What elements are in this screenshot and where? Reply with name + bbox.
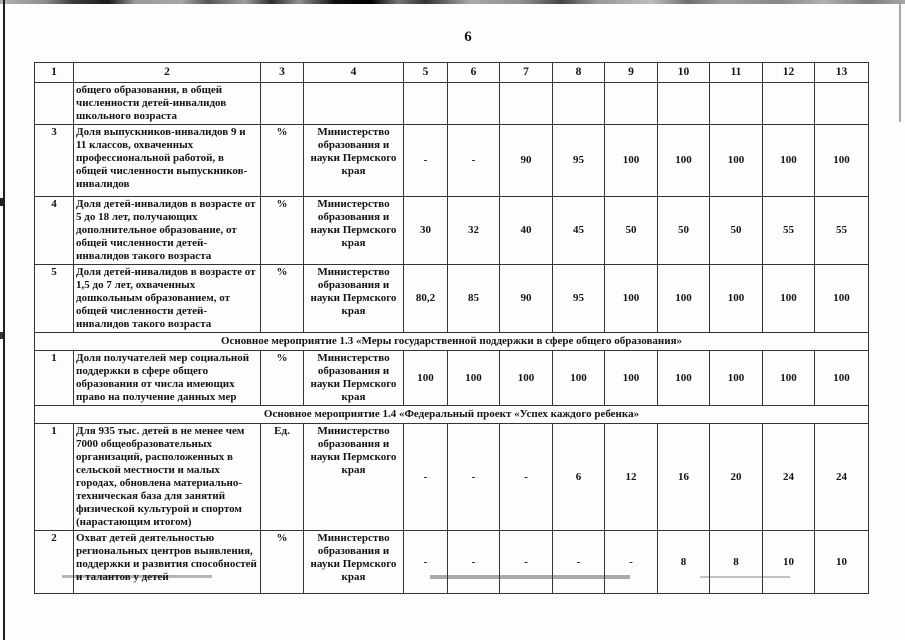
unit-cell: Ед. [261,424,304,531]
table-header-row [35,63,869,83]
value-cell: 8 [658,531,710,594]
unit-cell: % [261,125,304,197]
value-cell: - [553,531,605,594]
table-row [35,351,869,406]
value-cell [710,83,763,125]
indicator-name-cell: Доля получателей мер социальной поддержки в сфере общего образования от числа имеющих право на получение данных мер [74,351,261,406]
ministry-cell [304,83,404,125]
ministry-cell: Министерство образования и науки Пермского края [304,125,404,197]
column-number-header: 9 [605,63,658,83]
section-title: Основное мероприятие 1.3 «Меры государственной поддержки в сфере общего образования» [35,333,869,351]
value-cell: 90 [500,265,553,333]
value-cell: 24 [763,424,815,531]
value-cell: 32 [448,197,500,265]
indicator-name-cell: общего образования, в общей численности детей-инвалидов школьного возраста [74,83,261,125]
indicators-table [34,62,869,594]
row-number-cell [35,83,74,125]
value-cell: 100 [605,125,658,197]
value-cell [500,83,553,125]
table-row [35,197,869,265]
value-cell: 80,2 [404,265,448,333]
row-number-cell: 5 [35,265,74,333]
indicator-name-cell: Доля детей-инвалидов в возрасте от 5 до 18 лет, получающих дополнительное образование, от общей численности детей-инвалидов такого возраста [74,197,261,265]
row-number-cell: 1 [35,424,74,531]
value-cell: 100 [710,125,763,197]
ministry-cell: Министерство образования и науки Пермского края [304,531,404,594]
value-cell: 12 [605,424,658,531]
value-cell: 95 [553,125,605,197]
value-cell: 50 [710,197,763,265]
value-cell: - [605,531,658,594]
value-cell [404,83,448,125]
ministry-cell: Министерство образования и науки Пермского края [304,424,404,531]
value-cell: 10 [815,531,869,594]
scan-artifact-top-edge [0,0,905,4]
value-cell [605,83,658,125]
value-cell: - [404,531,448,594]
table-row [35,265,869,333]
table-row [35,531,869,594]
column-number-header: 5 [404,63,448,83]
indicator-name-cell: Для 935 тыс. детей в не менее чем 7000 общеобразовательных организаций, расположенных в сельской местности и малых городах, обновлена материально-техническая база для занятий физической культурой и спортом (нарастающим итогом) [74,424,261,531]
indicator-name-cell: Доля детей-инвалидов в возрасте от 1,5 до 7 лет, охваченных дошкольным образованием, от общей численности детей-инвалидов такого возраста [74,265,261,333]
column-number-header: 11 [710,63,763,83]
section-header-row [35,406,869,424]
table-row-continuation [35,83,869,125]
indicator-name-cell: Охват детей деятельностью региональных центров выявления, поддержки и развития способностей и талантов у детей [74,531,261,594]
value-cell: 10 [763,531,815,594]
ministry-cell: Министерство образования и науки Пермского края [304,351,404,406]
value-cell: 20 [710,424,763,531]
unit-cell: % [261,351,304,406]
column-number-header: 8 [553,63,605,83]
value-cell: 50 [658,197,710,265]
value-cell: 100 [500,351,553,406]
value-cell: 100 [815,265,869,333]
value-cell: 45 [553,197,605,265]
value-cell [763,83,815,125]
value-cell: 100 [658,351,710,406]
column-number-header: 12 [763,63,815,83]
value-cell: 100 [710,351,763,406]
value-cell: 95 [553,265,605,333]
column-number-header: 6 [448,63,500,83]
ministry-cell: Министерство образования и науки Пермского края [304,197,404,265]
value-cell: 55 [815,197,869,265]
value-cell: 100 [815,125,869,197]
value-cell: - [404,424,448,531]
unit-cell [261,83,304,125]
column-number-header: 13 [815,63,869,83]
scan-artifact-left-edge [3,0,5,640]
table-row [35,424,869,531]
value-cell: 100 [658,265,710,333]
value-cell: 85 [448,265,500,333]
value-cell: 100 [605,265,658,333]
value-cell [658,83,710,125]
value-cell: - [500,424,553,531]
value-cell: 100 [658,125,710,197]
value-cell: 100 [763,265,815,333]
value-cell: 6 [553,424,605,531]
row-number-cell: 2 [35,531,74,594]
scan-artifact-right-edge [899,4,901,122]
value-cell: - [448,531,500,594]
value-cell: 100 [763,351,815,406]
value-cell: 100 [448,351,500,406]
unit-cell: % [261,531,304,594]
value-cell: 100 [553,351,605,406]
column-number-header: 4 [304,63,404,83]
value-cell: - [404,125,448,197]
scan-artifact-mark [0,332,3,339]
row-number-cell: 3 [35,125,74,197]
value-cell: 100 [763,125,815,197]
value-cell: - [448,424,500,531]
column-number-header: 2 [74,63,261,83]
row-number-cell: 1 [35,351,74,406]
column-number-header: 3 [261,63,304,83]
value-cell: 55 [763,197,815,265]
value-cell: 8 [710,531,763,594]
unit-cell: % [261,197,304,265]
column-number-header: 1 [35,63,74,83]
value-cell [448,83,500,125]
ministry-cell: Министерство образования и науки Пермского края [304,265,404,333]
value-cell: 40 [500,197,553,265]
value-cell: 16 [658,424,710,531]
row-number-cell: 4 [35,197,74,265]
column-number-header: 7 [500,63,553,83]
value-cell: 30 [404,197,448,265]
indicator-name-cell: Доля выпускников-инвалидов 9 и 11 классов, охваченных профессиональной работой, в общей численности выпускников-инвалидов [74,125,261,197]
value-cell [553,83,605,125]
value-cell: - [500,531,553,594]
value-cell: 100 [404,351,448,406]
section-title: Основное мероприятие 1.4 «Федеральный проект «Успех каждого ребенка» [35,406,869,424]
unit-cell: % [261,265,304,333]
value-cell: 100 [815,351,869,406]
value-cell: 90 [500,125,553,197]
scan-artifact-mark [0,198,3,206]
table-row [35,125,869,197]
value-cell: 100 [605,351,658,406]
column-number-header: 10 [658,63,710,83]
value-cell: 24 [815,424,869,531]
value-cell [815,83,869,125]
section-header-row [35,333,869,351]
value-cell: - [448,125,500,197]
value-cell: 50 [605,197,658,265]
value-cell: 100 [710,265,763,333]
page-number: 6 [464,29,472,45]
